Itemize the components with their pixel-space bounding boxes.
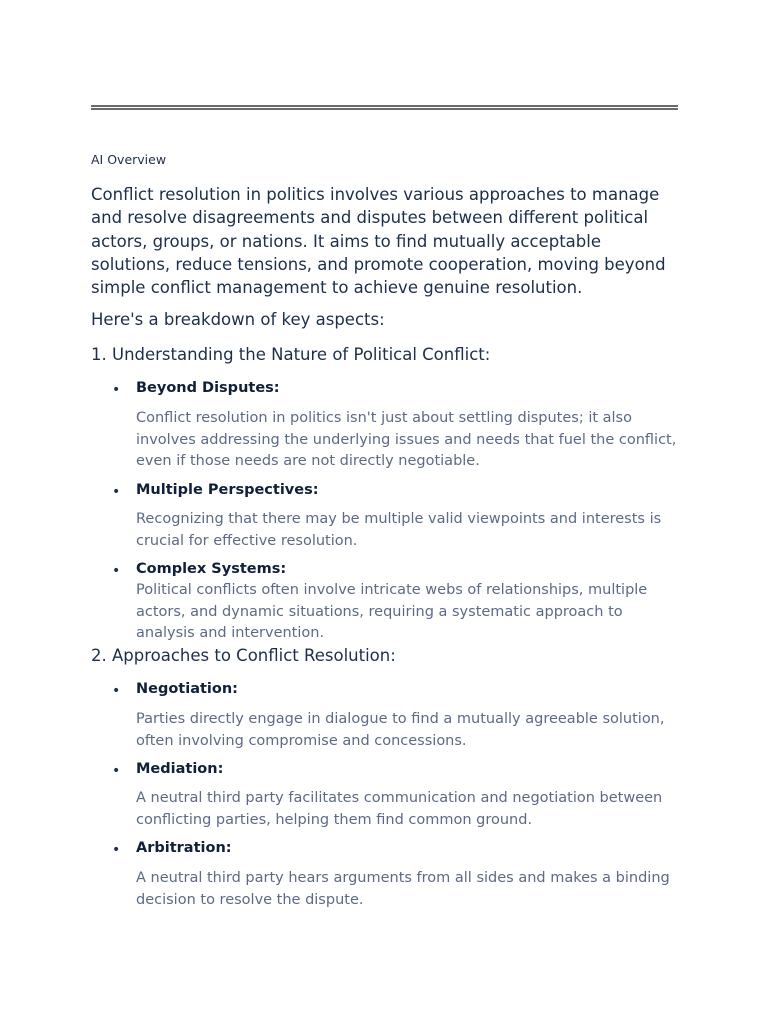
description-multiple-perspectives: Recognizing that there may be multiple valid viewpoints and interests is crucial for effective resolution.: [136, 511, 662, 549]
description-complex-systems: Political conflicts often involve intricate webs of relationships, multiple actors, and dynamic situations, requiring a systematic approach to analysis and intervention.: [136, 582, 648, 641]
breakdown-line: Here's a breakdown of key aspects:: [91, 310, 385, 329]
description-arbitration: A neutral third party hears arguments from all sides and makes a binding decision to resolve the dispute.: [136, 870, 670, 908]
bullet-icon: •: [112, 683, 121, 699]
overview-label: AI Overview: [91, 152, 167, 167]
term-multiple-perspectives: Multiple Perspectives:: [136, 482, 319, 498]
bullet-icon: •: [112, 842, 121, 858]
term-mediation: Mediation:: [136, 761, 224, 777]
description-mediation: A neutral third party facilitates communication and negotiation between conflicting parties, helping them find common ground.: [136, 790, 663, 828]
section-heading-approaches: 2. Approaches to Conflict Resolution:: [91, 646, 396, 665]
description-negotiation: Parties directly engage in dialogue to find a mutually agreeable solution, often involving compromise and concessions.: [136, 711, 665, 749]
bullet-icon: •: [112, 484, 121, 500]
term-complex-systems: Complex Systems:: [136, 561, 287, 577]
term-beyond-disputes: Beyond Disputes:: [136, 380, 280, 396]
section-heading-understanding: 1. Understanding the Nature of Political Conflict:: [91, 345, 491, 364]
term-arbitration: Arbitration:: [136, 840, 232, 856]
term-negotiation: Negotiation:: [136, 681, 238, 697]
bullet-icon: •: [112, 563, 121, 579]
intro-paragraph: Conflict resolution in politics involves various approaches to manage and resolve disagreements and disputes between different political actors, groups, or nations. It aims to find mutually acceptable solutions, reduce tensions, and promote cooperation, moving beyond simple conflict management to achieve genuine resolution.: [91, 185, 666, 298]
description-beyond-disputes: Conflict resolution in politics isn't just about settling disputes; it also involves addressing the underlying issues and needs that fuel the conflict, even if those needs are not directly negotiable.: [136, 410, 677, 469]
header-divider: [91, 105, 678, 110]
bullet-icon: •: [112, 382, 121, 398]
bullet-icon: •: [112, 763, 121, 779]
